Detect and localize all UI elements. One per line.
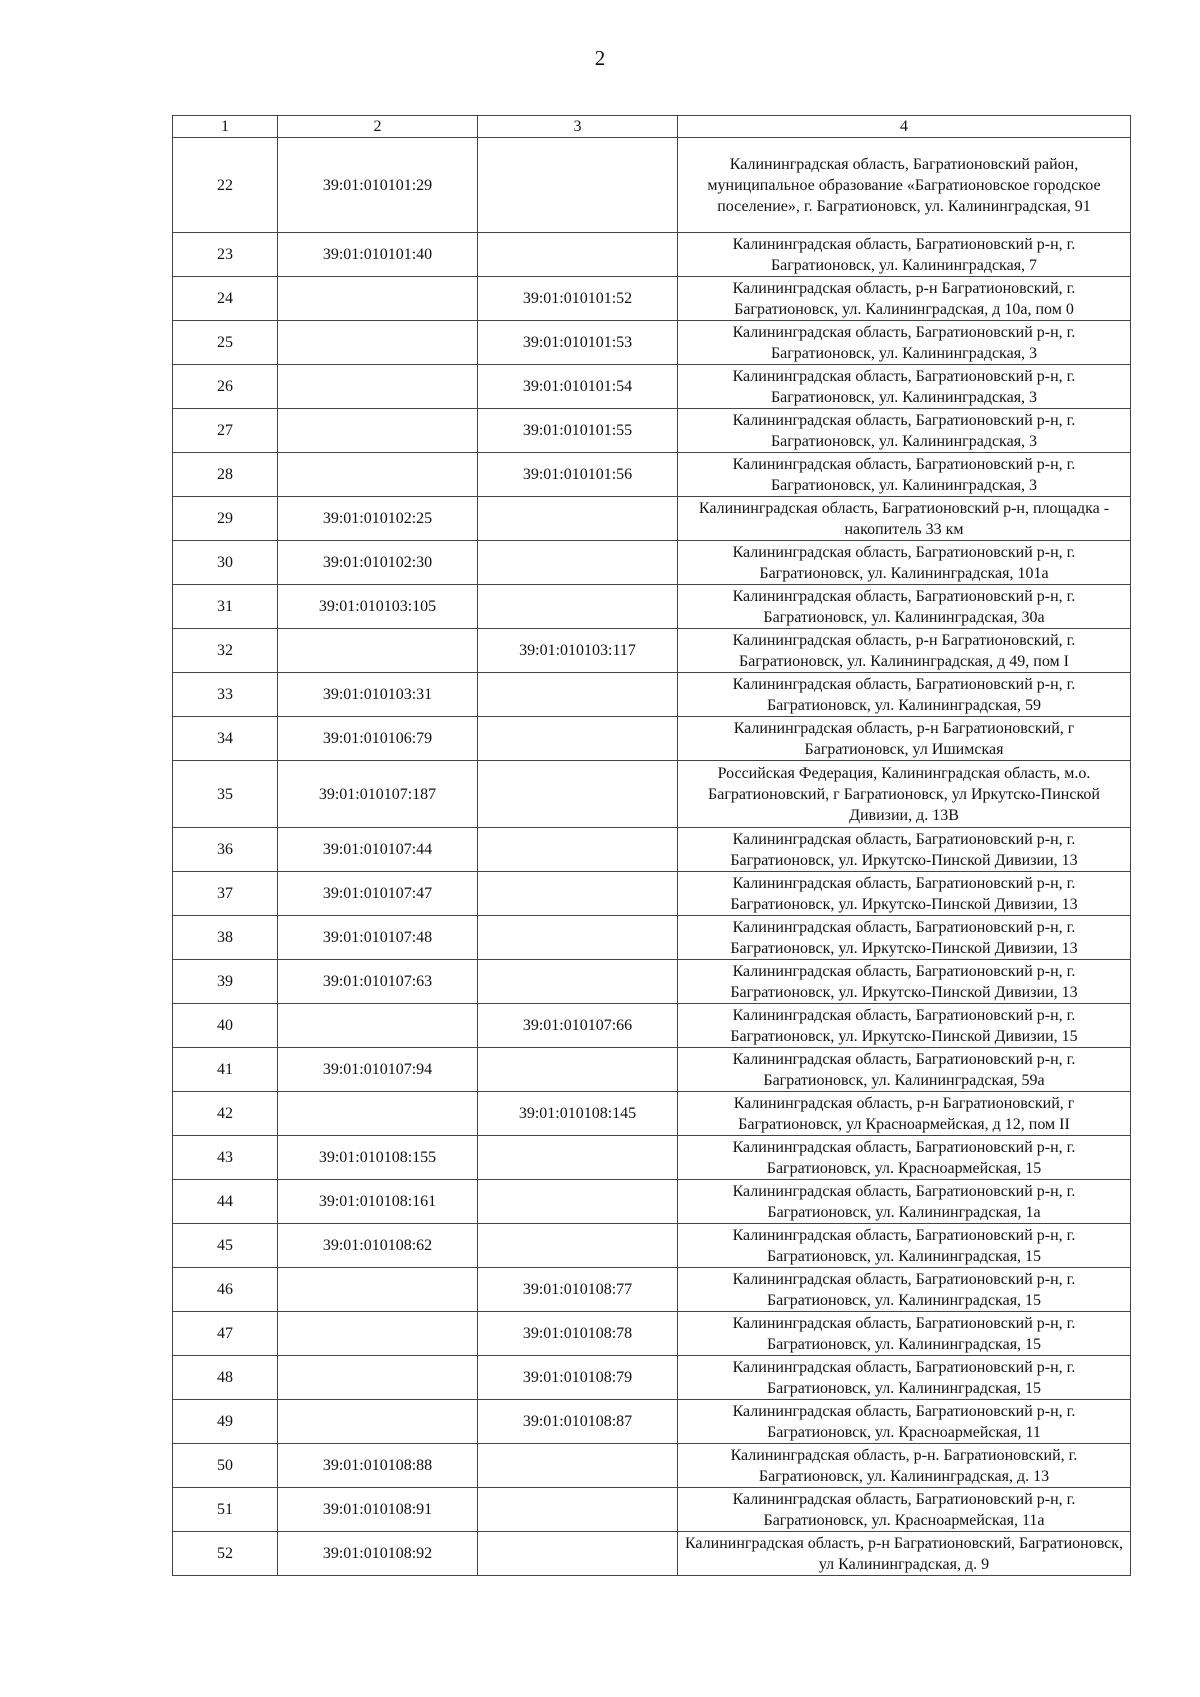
object-cadastral-number-cell: [478, 1532, 678, 1576]
cadastral-number-cell: [278, 365, 478, 409]
column-header-1: 1: [173, 116, 278, 138]
address-cell: Калининградская область, Багратионовский р-н, г. Багратионовск, ул. Калининградская, 3: [678, 365, 1131, 409]
row-number-cell: 51: [173, 1488, 278, 1532]
cadastral-number-cell: [278, 409, 478, 453]
address-cell: Калининградская область, Багратионовский р-н, г. Багратионовск, ул. Калининградская, 1а: [678, 1180, 1131, 1224]
row-number-cell: 39: [173, 960, 278, 1004]
row-number-cell: 31: [173, 585, 278, 629]
table-row: [173, 1004, 1131, 1048]
table-row: [173, 1268, 1131, 1312]
address-cell: Калининградская область, Багратионовский р-н, г. Багратионовск, ул. Калининградская, 15: [678, 1312, 1131, 1356]
row-number-cell: 41: [173, 1048, 278, 1092]
table-row: [173, 1180, 1131, 1224]
row-number-cell: 32: [173, 629, 278, 673]
table-row: [173, 960, 1131, 1004]
table-row: [173, 828, 1131, 872]
object-cadastral-number-cell: [478, 1224, 678, 1268]
address-cell: Калининградская область, Багратионовский р-н, г. Багратионовск, ул. Иркутско-Пинской Дивизии, 13: [678, 960, 1131, 1004]
cadastral-number-cell: 39:01:010106:79: [278, 717, 478, 761]
cadastral-table: [172, 115, 1131, 1576]
object-cadastral-number-cell: [478, 233, 678, 277]
address-cell: Калининградская область, Багратионовский р-н, г. Багратионовск, ул. Калининградская, 101а: [678, 541, 1131, 585]
row-number-cell: 23: [173, 233, 278, 277]
object-cadastral-number-cell: [478, 1444, 678, 1488]
cadastral-number-cell: [278, 1004, 478, 1048]
cadastral-number-cell: 39:01:010101:40: [278, 233, 478, 277]
row-number-cell: 35: [173, 761, 278, 828]
table-row: [173, 1356, 1131, 1400]
cadastral-number-cell: [278, 453, 478, 497]
address-cell: Калининградская область, Багратионовский р-н, г. Багратионовск, ул. Калининградская, 15: [678, 1356, 1131, 1400]
cadastral-number-cell: 39:01:010108:155: [278, 1136, 478, 1180]
row-number-cell: 38: [173, 916, 278, 960]
table-row: [173, 761, 1131, 828]
address-cell: Калининградская область, Багратионовский р-н, г. Багратионовск, ул. Калининградская, 3: [678, 409, 1131, 453]
row-number-cell: 29: [173, 497, 278, 541]
cadastral-number-cell: [278, 1268, 478, 1312]
address-cell: Калининградская область, Багратионовский район, муниципальное образование «Багратионовское городское поселение», г. Багратионовск, ул. Калининградская, 91: [678, 138, 1131, 233]
cadastral-number-cell: 39:01:010107:44: [278, 828, 478, 872]
object-cadastral-number-cell: 39:01:010108:79: [478, 1356, 678, 1400]
table-row: [173, 872, 1131, 916]
row-number-cell: 47: [173, 1312, 278, 1356]
cadastral-number-cell: [278, 1312, 478, 1356]
cadastral-number-cell: 39:01:010108:62: [278, 1224, 478, 1268]
cadastral-number-cell: 39:01:010107:47: [278, 872, 478, 916]
cadastral-number-cell: 39:01:010103:105: [278, 585, 478, 629]
object-cadastral-number-cell: 39:01:010107:66: [478, 1004, 678, 1048]
table-row: [173, 1312, 1131, 1356]
table-row: [173, 1048, 1131, 1092]
object-cadastral-number-cell: [478, 828, 678, 872]
address-cell: Калининградская область, р-н. Багратионовский, г. Багратионовск, ул. Калининградская, д. 13: [678, 1444, 1131, 1488]
object-cadastral-number-cell: [478, 1488, 678, 1532]
row-number-cell: 45: [173, 1224, 278, 1268]
address-cell: Калининградская область, Багратионовский р-н, г. Багратионовск, ул. Иркутско-Пинской Дивизии, 13: [678, 872, 1131, 916]
object-cadastral-number-cell: 39:01:010101:53: [478, 321, 678, 365]
row-number-cell: 44: [173, 1180, 278, 1224]
object-cadastral-number-cell: 39:01:010101:54: [478, 365, 678, 409]
object-cadastral-number-cell: [478, 585, 678, 629]
table-row: [173, 1532, 1131, 1576]
column-header-3: 3: [478, 116, 678, 138]
table-row: [173, 409, 1131, 453]
row-number-cell: 26: [173, 365, 278, 409]
address-cell: Калининградская область, Багратионовский р-н, г. Багратионовск, ул. Калининградская, 15: [678, 1268, 1131, 1312]
cadastral-number-cell: 39:01:010101:29: [278, 138, 478, 233]
cadastral-number-cell: 39:01:010108:88: [278, 1444, 478, 1488]
object-cadastral-number-cell: [478, 1180, 678, 1224]
cadastral-number-cell: [278, 321, 478, 365]
table-row: [173, 497, 1131, 541]
row-number-cell: 28: [173, 453, 278, 497]
object-cadastral-number-cell: 39:01:010101:56: [478, 453, 678, 497]
row-number-cell: 37: [173, 872, 278, 916]
table-row: [173, 1444, 1131, 1488]
object-cadastral-number-cell: 39:01:010101:52: [478, 277, 678, 321]
object-cadastral-number-cell: [478, 717, 678, 761]
cadastral-number-cell: [278, 1400, 478, 1444]
address-cell: Калининградская область, Багратионовский р-н, г. Багратионовск, ул. Калининградская, 3: [678, 321, 1131, 365]
address-cell: Калининградская область, Багратионовский р-н, г. Багратионовск, ул. Калининградская, 30а: [678, 585, 1131, 629]
row-number-cell: 49: [173, 1400, 278, 1444]
row-number-cell: 30: [173, 541, 278, 585]
address-cell: Калининградская область, Багратионовский р-н, г. Багратионовск, ул. Калининградская, 59а: [678, 1048, 1131, 1092]
address-cell: Калининградская область, р-н Багратионовский, Багратионовск, ул Калининградская, д. 9: [678, 1532, 1131, 1576]
table-row: [173, 585, 1131, 629]
row-number-cell: 24: [173, 277, 278, 321]
address-cell: Калининградская область, Багратионовский р-н, г. Багратионовск, ул. Иркутско-Пинской Дивизии, 15: [678, 1004, 1131, 1048]
table-row: [173, 1488, 1131, 1532]
cadastral-number-cell: [278, 629, 478, 673]
address-cell: Калининградская область, Багратионовский р-н, площадка - накопитель 33 км: [678, 497, 1131, 541]
object-cadastral-number-cell: [478, 960, 678, 1004]
object-cadastral-number-cell: [478, 1048, 678, 1092]
row-number-cell: 46: [173, 1268, 278, 1312]
object-cadastral-number-cell: [478, 541, 678, 585]
cadastral-number-cell: 39:01:010108:92: [278, 1532, 478, 1576]
table-row: [173, 453, 1131, 497]
column-header-2: 2: [278, 116, 478, 138]
table-row: [173, 233, 1131, 277]
object-cadastral-number-cell: [478, 761, 678, 828]
object-cadastral-number-cell: 39:01:010108:145: [478, 1092, 678, 1136]
row-number-cell: 25: [173, 321, 278, 365]
cadastral-number-cell: 39:01:010107:48: [278, 916, 478, 960]
row-number-cell: 52: [173, 1532, 278, 1576]
table-row: [173, 916, 1131, 960]
address-cell: Калининградская область, Багратионовский р-н, г. Багратионовск, ул. Красноармейская, 11а: [678, 1488, 1131, 1532]
cadastral-number-cell: 39:01:010108:161: [278, 1180, 478, 1224]
row-number-cell: 48: [173, 1356, 278, 1400]
row-number-cell: 42: [173, 1092, 278, 1136]
page-number: 2: [594, 46, 606, 70]
object-cadastral-number-cell: 39:01:010108:87: [478, 1400, 678, 1444]
table-header-row: [173, 116, 1131, 138]
table-row: [173, 629, 1131, 673]
address-cell: Калининградская область, р-н Багратионовский, г. Багратионовск, ул. Калининградская, д 49, пом I: [678, 629, 1131, 673]
object-cadastral-number-cell: [478, 138, 678, 233]
table-row: [173, 717, 1131, 761]
table-row: [173, 673, 1131, 717]
row-number-cell: 27: [173, 409, 278, 453]
row-number-cell: 43: [173, 1136, 278, 1180]
address-cell: Калининградская область, Багратионовский р-н, г. Багратионовск, ул. Калининградская, 59: [678, 673, 1131, 717]
object-cadastral-number-cell: [478, 916, 678, 960]
cadastral-number-cell: [278, 1356, 478, 1400]
cadastral-number-cell: 39:01:010107:63: [278, 960, 478, 1004]
cadastral-number-cell: 39:01:010108:91: [278, 1488, 478, 1532]
address-cell: Российская Федерация, Калининградская область, м.о. Багратионовский, г Багратионовск, ул Иркутско-Пинской Дивизии, д. 13В: [678, 761, 1131, 828]
table-row: [173, 321, 1131, 365]
object-cadastral-number-cell: 39:01:010108:78: [478, 1312, 678, 1356]
cadastral-number-cell: 39:01:010102:30: [278, 541, 478, 585]
address-cell: Калининградская область, Багратионовский р-н, г. Багратионовск, ул. Калининградская, 3: [678, 453, 1131, 497]
object-cadastral-number-cell: 39:01:010101:55: [478, 409, 678, 453]
table-row: [173, 1092, 1131, 1136]
column-header-4: 4: [678, 116, 1131, 138]
address-cell: Калининградская область, р-н Багратионовский, г. Багратионовск, ул. Калининградская, д 10а, пом 0: [678, 277, 1131, 321]
address-cell: Калининградская область, Багратионовский р-н, г. Багратионовск, ул. Иркутско-Пинской Дивизии, 13: [678, 916, 1131, 960]
row-number-cell: 34: [173, 717, 278, 761]
address-cell: Калининградская область, Багратионовский р-н, г. Багратионовск, ул. Красноармейская, 15: [678, 1136, 1131, 1180]
table-row: [173, 1136, 1131, 1180]
table-row: [173, 1400, 1131, 1444]
cadastral-number-cell: [278, 277, 478, 321]
object-cadastral-number-cell: [478, 673, 678, 717]
table-row: [173, 277, 1131, 321]
table-body: [173, 138, 1131, 1576]
row-number-cell: 36: [173, 828, 278, 872]
row-number-cell: 22: [173, 138, 278, 233]
object-cadastral-number-cell: [478, 872, 678, 916]
cadastral-number-cell: [278, 1092, 478, 1136]
object-cadastral-number-cell: [478, 497, 678, 541]
address-cell: Калининградская область, р-н Багратионовский, г Багратионовск, ул Ишимская: [678, 717, 1131, 761]
address-cell: Калининградская область, Багратионовский р-н, г. Багратионовск, ул. Иркутско-Пинской Дивизии, 13: [678, 828, 1131, 872]
table-row: [173, 138, 1131, 233]
row-number-cell: 50: [173, 1444, 278, 1488]
object-cadastral-number-cell: 39:01:010108:77: [478, 1268, 678, 1312]
table-row: [173, 365, 1131, 409]
cadastral-number-cell: 39:01:010102:25: [278, 497, 478, 541]
table-row: [173, 541, 1131, 585]
address-cell: Калининградская область, Багратионовский р-н, г. Багратионовск, ул. Калининградская, 15: [678, 1224, 1131, 1268]
address-cell: Калининградская область, Багратионовский р-н, г. Багратионовск, ул. Калининградская, 7: [678, 233, 1131, 277]
table-row: [173, 1224, 1131, 1268]
cadastral-number-cell: 39:01:010107:94: [278, 1048, 478, 1092]
cadastral-number-cell: 39:01:010103:31: [278, 673, 478, 717]
object-cadastral-number-cell: [478, 1136, 678, 1180]
cadastral-number-cell: 39:01:010107:187: [278, 761, 478, 828]
object-cadastral-number-cell: 39:01:010103:117: [478, 629, 678, 673]
row-number-cell: 33: [173, 673, 278, 717]
address-cell: Калининградская область, р-н Багратионовский, г Багратионовск, ул Красноармейская, д 12, пом II: [678, 1092, 1131, 1136]
address-cell: Калининградская область, Багратионовский р-н, г. Багратионовск, ул. Красноармейская, 11: [678, 1400, 1131, 1444]
row-number-cell: 40: [173, 1004, 278, 1048]
